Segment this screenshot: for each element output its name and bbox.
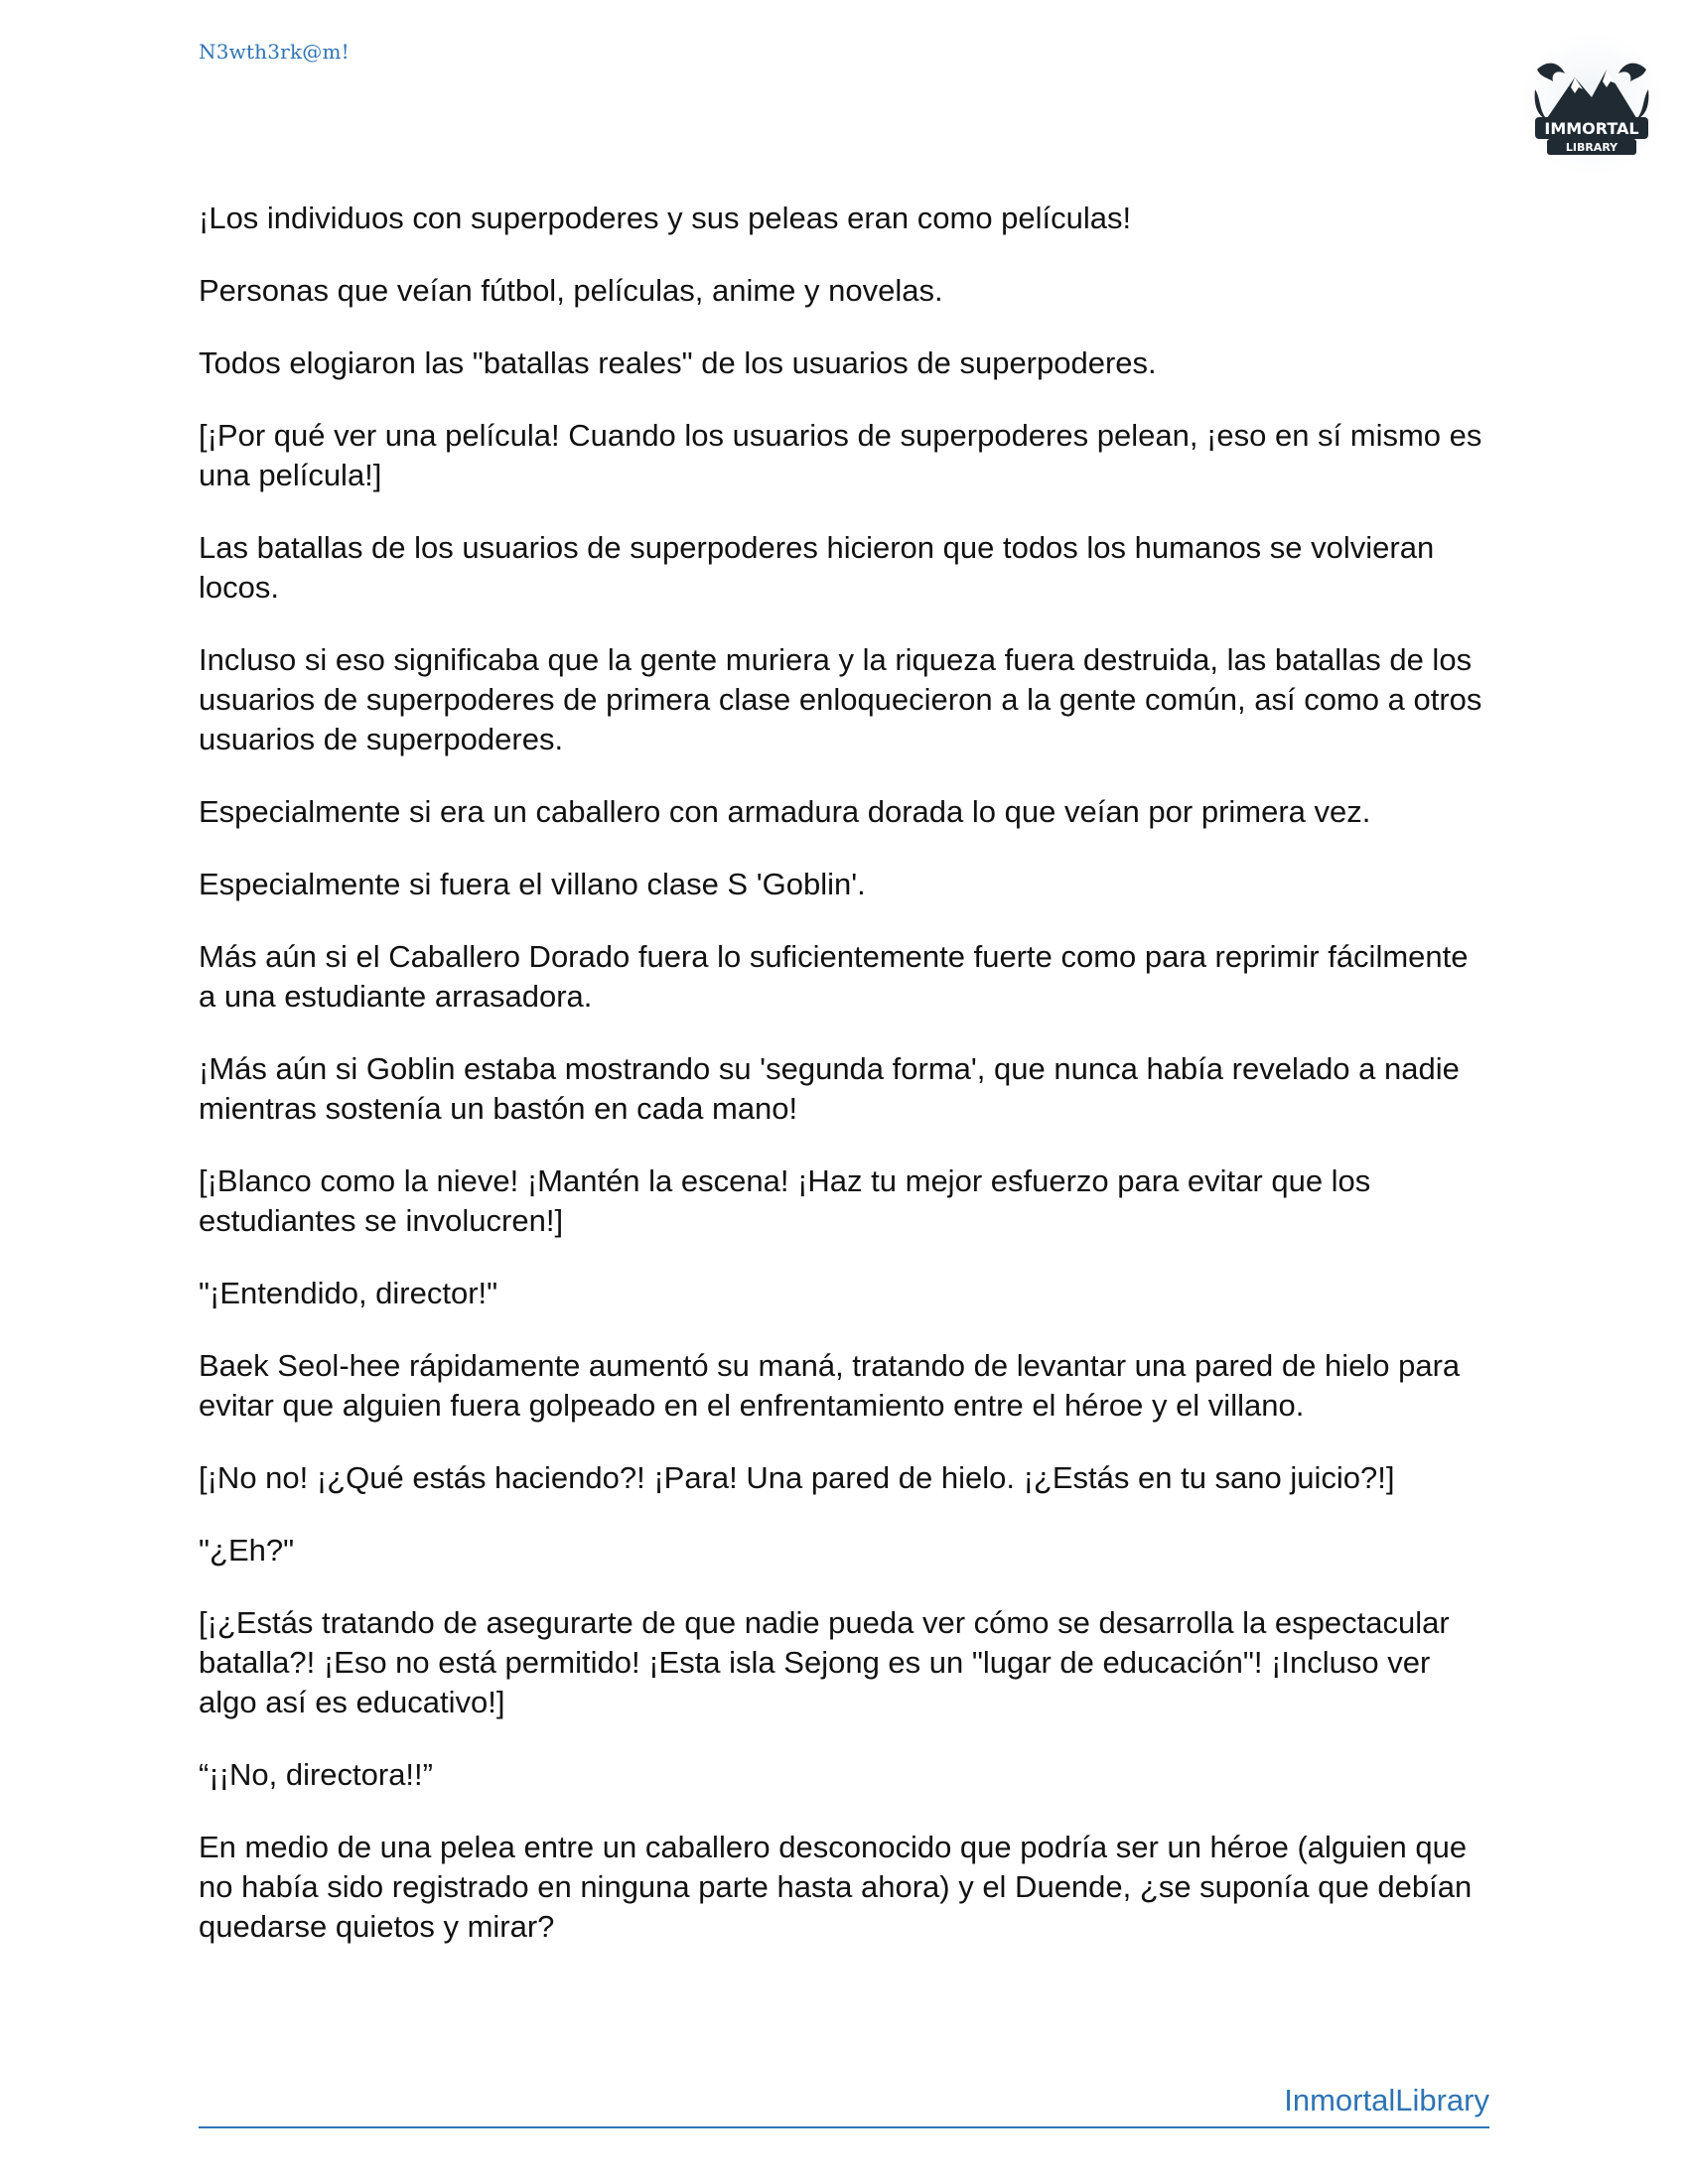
paragraph: Especialmente si fuera el villano clase S 'Goblin'. <box>199 867 866 901</box>
paragraph: [¡¿Estás tratando de asegurarte de que nadie pueda ver cómo se desarrolla la espectacular batalla?! ¡Eso no está permitido! ¡Esta isla Sejong es un "lugar de educación"! ¡Incluso ver algo así es educativo!] <box>199 1605 1450 1719</box>
paragraph: [¡No no! ¡¿Qué estás haciendo?! ¡Para! Una pared de hielo. ¡¿Estás en tu sano juicio?!] <box>199 1460 1395 1495</box>
paragraph: [¡Por qué ver una película! Cuando los usuarios de superpoderes pelean, ¡eso en sí mismo es una película!] <box>199 418 1482 492</box>
paragraph: Todos elogiaron las "batallas reales" de los usuarios de superpoderes. <box>199 345 1157 380</box>
paragraph: Especialmente si era un caballero con armadura dorada lo que veían por primera vez. <box>199 794 1371 829</box>
paragraph: "¿Eh?" <box>199 1533 295 1568</box>
paragraph: Más aún si el Caballero Dorado fuera lo suficientemente fuerte como para reprimir fácilmente a una estudiante arrasadora. <box>199 939 1469 1014</box>
logo-line2: LIBRARY <box>1565 141 1618 154</box>
paragraph: En medio de una pelea entre un caballero desconocido que podría ser un héroe (alguien que no había sido registrado en ninguna parte hasta ahora) y el Duende, ¿se suponía que debían quedarse quietos y mirar? <box>199 1830 1473 1944</box>
footer-rule <box>199 2083 1489 2128</box>
paragraph: Incluso si eso significaba que la gente muriera y la riqueza fuera destruida, las batallas de los usuarios de superpoderes de primera clase enloquecieron a la gente común, así como a otros usuarios de superpoderes. <box>199 642 1482 756</box>
paragraph: [¡Blanco como la nieve! ¡Mantén la escena! ¡Haz tu mejor esfuerzo para evitar que los estudiantes se involucren!] <box>199 1163 1371 1238</box>
paragraph: ¡Más aún si Goblin estaba mostrando su 'segunda forma', que nunca había revelado a nadie mientras sostenía un bastón en cada mano! <box>199 1051 1460 1126</box>
body-text <box>199 199 1489 1979</box>
header-code: N3wth3rk@m! <box>199 40 350 64</box>
paragraph: Personas que veían fútbol, películas, anime y novelas. <box>199 273 943 308</box>
footer-link[interactable]: InmortalLibrary <box>1284 2083 1489 2117</box>
paragraph: ¡Los individuos con superpoderes y sus peleas eran como películas! <box>199 201 1132 235</box>
immortal-library-logo <box>1517 30 1666 179</box>
paragraph: "¡Entendido, director!" <box>199 1276 498 1310</box>
logo-line1: IMMORTAL <box>1544 119 1639 138</box>
paragraph: “¡¡No, directora!!” <box>199 1757 433 1792</box>
paragraph: Baek Seol-hee rápidamente aumentó su maná, tratando de levantar una pared de hielo para evitar que alguien fuera golpeado en el enfrentamiento entre el héroe y el villano. <box>199 1348 1461 1423</box>
paragraph: Las batallas de los usuarios de superpoderes hicieron que todos los humanos se volvieran locos. <box>199 530 1435 605</box>
